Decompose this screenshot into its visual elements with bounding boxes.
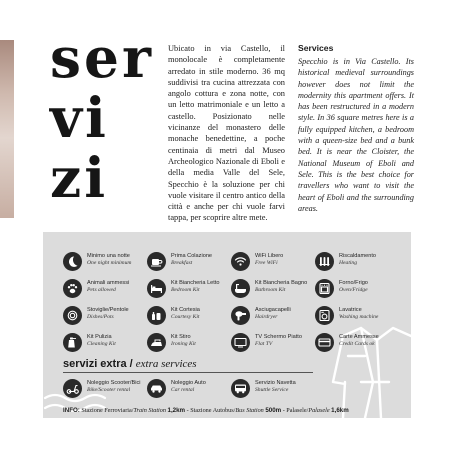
paw-icon	[63, 279, 82, 298]
service-label: Stoviglie/Pentole	[87, 307, 129, 313]
service-label-en: One night minimum	[87, 260, 132, 266]
service-label: Servizio Navetta	[255, 380, 296, 386]
service-label-en: Car rental	[171, 387, 195, 393]
shuttle-icon	[231, 379, 250, 398]
service-label: Riscaldamento	[339, 253, 376, 259]
cleaning-icon	[63, 333, 82, 352]
credit-card-icon	[315, 333, 334, 352]
service-label: Asciugacapelli	[255, 307, 291, 313]
info-label: INFO:	[63, 407, 80, 414]
service-label-en: Courtesy Kit	[171, 314, 200, 320]
dishes-icon	[63, 306, 82, 325]
extra-title-it: servizi extra /	[63, 358, 133, 370]
english-column	[298, 43, 414, 214]
service-item	[231, 306, 319, 330]
title-line: ser	[50, 25, 154, 90]
service-label: TV Schermo Piatto	[255, 334, 302, 340]
service-item	[315, 306, 403, 330]
service-label-en: Free WiFi	[255, 260, 278, 266]
courtesy-kit-icon	[147, 306, 166, 325]
scooter-icon	[63, 379, 82, 398]
english-heading: Services	[298, 43, 334, 53]
service-label-en: Ironing Kit	[171, 341, 196, 347]
info-palasele-en: Palasele	[308, 407, 330, 414]
breakfast-icon	[147, 252, 166, 271]
services-panel	[43, 232, 411, 418]
service-item	[147, 279, 235, 303]
service-label-en: Hairdryer	[255, 314, 278, 320]
service-label: Forno/Frigo	[339, 280, 368, 286]
service-label: Noleggio Auto	[171, 380, 206, 386]
service-label-en: Shuttle Service	[255, 387, 289, 393]
service-label-en: Bike/Scooter rental	[87, 387, 131, 393]
service-label: Animali ammessi	[87, 280, 130, 286]
title-line: vi	[50, 85, 109, 150]
service-label: WiFi Libero	[255, 253, 284, 259]
service-item	[315, 333, 403, 357]
service-label: Lavatrice	[339, 307, 362, 313]
service-item	[63, 252, 151, 276]
info-bus-en: Bus Station	[235, 407, 264, 414]
info-bus-distance: 500m	[265, 407, 282, 414]
extra-service-item	[147, 379, 235, 403]
service-label-en: Dishes/Pots	[87, 314, 114, 320]
extra-service-item	[231, 379, 319, 403]
wifi-icon	[231, 252, 250, 271]
service-label: Prima Colazione	[171, 253, 213, 259]
hairdryer-icon	[231, 306, 250, 325]
service-label: Kit Biancheria Bagno	[255, 280, 308, 286]
service-label: Kit Biancheria Letto	[171, 280, 220, 286]
service-label-en: Pets allowed	[87, 287, 116, 293]
info-station-km: 1,2km	[167, 407, 186, 414]
extra-services-title	[63, 358, 283, 370]
washing-machine-icon	[315, 306, 334, 325]
service-item	[147, 252, 235, 276]
service-label: Kit Cortesia	[171, 307, 200, 313]
radiator-icon	[315, 252, 334, 271]
service-item	[231, 279, 319, 303]
service-item	[63, 333, 151, 357]
extra-services-grid	[63, 379, 408, 405]
tv-icon	[231, 333, 250, 352]
service-label: Carte Ammesse	[339, 334, 379, 340]
service-item	[231, 252, 319, 276]
service-item	[147, 333, 235, 357]
info-sep: - Palasele/	[281, 407, 309, 414]
service-label-en: Flat TV	[255, 341, 273, 347]
service-label-en: Bedroom Kit	[171, 287, 200, 293]
title-line: zi	[50, 145, 109, 210]
service-item	[147, 306, 235, 330]
iron-icon	[147, 333, 166, 352]
page-title	[50, 25, 160, 210]
info-station-en: Train Station	[133, 407, 166, 414]
service-label-en: Oven/Fridge	[339, 287, 368, 293]
english-description: Specchio is in Via Castello. Its historical medieval surroundings however does not limit the modernity this apartment offers. It has been restructured in a modern style. In 36 square metres here is a fully equipped kitchen, a bedroom with a queen-size bed and a bunk bed. It is near the Cloister, the National Museum of Eboli and Sele. This is the best choice for travellers who want to visit the heart of Eboli and the surrounding areas.	[298, 57, 414, 213]
service-label-en: Credit Cards ok	[339, 341, 375, 347]
service-label: Kit Pulizia	[87, 334, 112, 340]
divider	[63, 372, 313, 373]
extra-title-en: extra services	[135, 358, 197, 370]
oven-icon	[315, 279, 334, 298]
extra-service-item	[63, 379, 151, 403]
info-palasele-km: 1,6km	[331, 407, 349, 414]
service-label-en: Washing machine	[339, 314, 379, 320]
bath-icon	[231, 279, 250, 298]
service-label-en: Heating	[339, 260, 358, 266]
service-item	[315, 279, 403, 303]
info-line	[63, 407, 403, 415]
bed-icon	[147, 279, 166, 298]
info-station-it: Stazione Ferroviaria/	[81, 407, 134, 414]
service-label: Kit Stiro	[171, 334, 191, 340]
moon-icon	[63, 252, 82, 271]
service-label: Minimo una notte	[87, 253, 130, 259]
info-sep: - Stazione Autobus/	[185, 407, 236, 414]
service-label-en: Cleaning Kit	[87, 341, 116, 347]
service-item	[63, 306, 151, 330]
photo-edge	[0, 40, 14, 218]
services-grid	[63, 252, 408, 372]
service-label: Noleggio Scooter/Bici	[87, 380, 141, 386]
service-label-en: Breakfast	[171, 260, 193, 266]
service-label-en: Bathroom Kit	[255, 287, 286, 293]
service-item	[231, 333, 319, 357]
service-item	[63, 279, 151, 303]
italian-description: Ubicato in via Castello, il monolocale è completamente arredato in stile moderno. 36 mq suddivisi tra cucina attrezzata con angolo cottura e zona notte, con un letto matrimoniale e un letto a castello. Posizionato nelle vicinanze del monastero delle monache benedettine, a poche centinaia di metri dal Museo Archeologico Nazionale di Eboli e della media Valle del Sele, Specchio è la soluzione per chi vuole visitare il centro antico della città e anche per chi vuole farvi tappa, per scoprire altre mete.	[168, 44, 285, 223]
car-icon	[147, 379, 166, 398]
service-item	[315, 252, 403, 276]
